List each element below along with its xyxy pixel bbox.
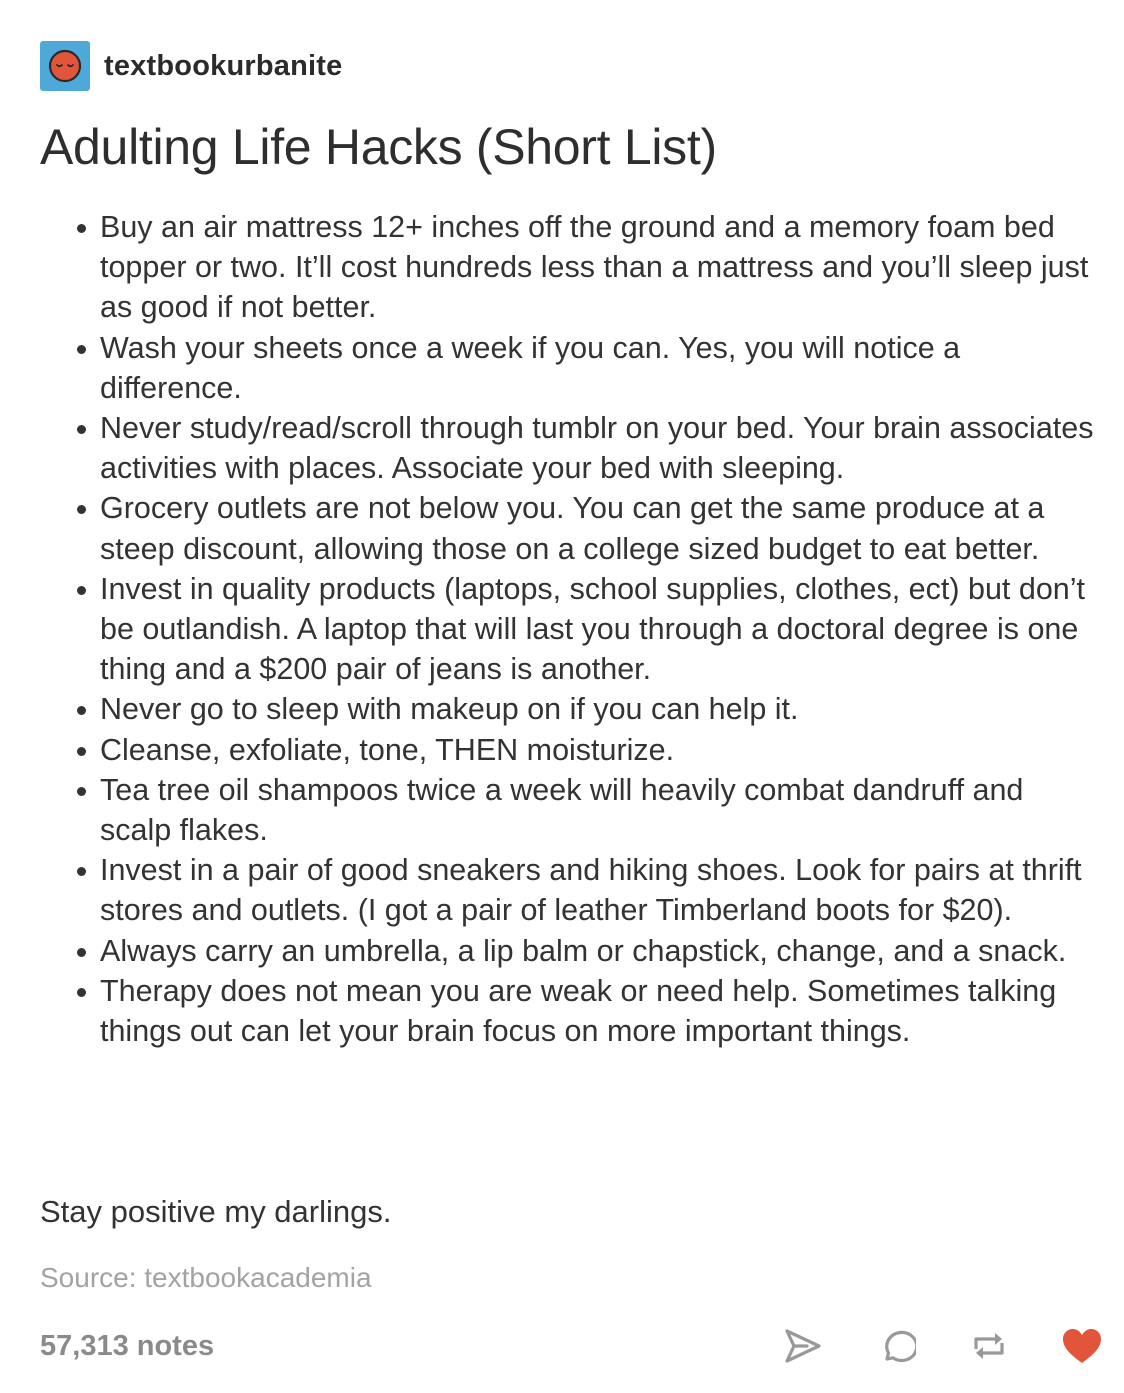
post-actions: [732, 1324, 1104, 1368]
list-item: Therapy does not mean you are weak or need help. Sometimes talking things out can let your brain focus on more important things.: [100, 971, 1095, 1051]
reblog-icon: [969, 1326, 1009, 1366]
reblog-button[interactable]: [967, 1324, 1011, 1368]
list-item: Never study/read/scroll through tumblr on your bed. Your brain associates activities with places. Associate your bed with sleeping.: [100, 408, 1095, 488]
source-link[interactable]: Source: textbookacademia: [40, 1262, 372, 1293]
signoff-text: Stay positive my darlings.: [40, 1194, 392, 1229]
list-item: Grocery outlets are not below you. You can get the same produce at a steep discount, allowing those on a college sized budget to eat better.: [100, 488, 1095, 568]
list-item: Invest in a pair of good sneakers and hiking shoes. Look for pairs at thrift stores and outlets. (I got a pair of leather Timberland boots for $20).: [100, 850, 1095, 930]
reply-button[interactable]: [874, 1324, 918, 1368]
share-icon: [783, 1326, 823, 1366]
post-footer: [40, 1320, 1104, 1372]
list-item: Tea tree oil shampoos twice a week will heavily combat dandruff and scalp flakes.: [100, 770, 1095, 850]
like-button[interactable]: [1060, 1324, 1104, 1368]
post-header: [40, 40, 342, 92]
list-item: Never go to sleep with makeup on if you can help it.: [100, 689, 1095, 729]
post-title: Adulting Life Hacks (Short List): [40, 119, 717, 175]
username[interactable]: textbookurbanite: [104, 49, 343, 82]
notes-count[interactable]: 57,313 notes: [40, 1329, 215, 1362]
like-icon: [1061, 1326, 1103, 1366]
sleeping-face-icon: [48, 49, 82, 83]
list-item: Invest in quality products (laptops, school supplies, clothes, ect) but don’t be outlandish. A laptop that will last you through a doctoral degree is one thing and a $200 pair of jeans is another.: [100, 569, 1095, 690]
hack-list: [100, 207, 1095, 1051]
share-button[interactable]: [781, 1324, 825, 1368]
list-item: Buy an air mattress 12+ inches off the ground and a memory foam bed topper or two. It’ll cost hundreds less than a mattress and you’ll sleep just as good if not better.: [100, 207, 1095, 328]
avatar[interactable]: [40, 41, 90, 91]
list-item: Cleanse, exfoliate, tone, THEN moisturize.: [100, 730, 1095, 770]
reply-icon: [876, 1326, 916, 1366]
list-item: Wash your sheets once a week if you can. Yes, you will notice a difference.: [100, 328, 1095, 408]
list-item: Always carry an umbrella, a lip balm or chapstick, change, and a snack.: [100, 931, 1095, 971]
